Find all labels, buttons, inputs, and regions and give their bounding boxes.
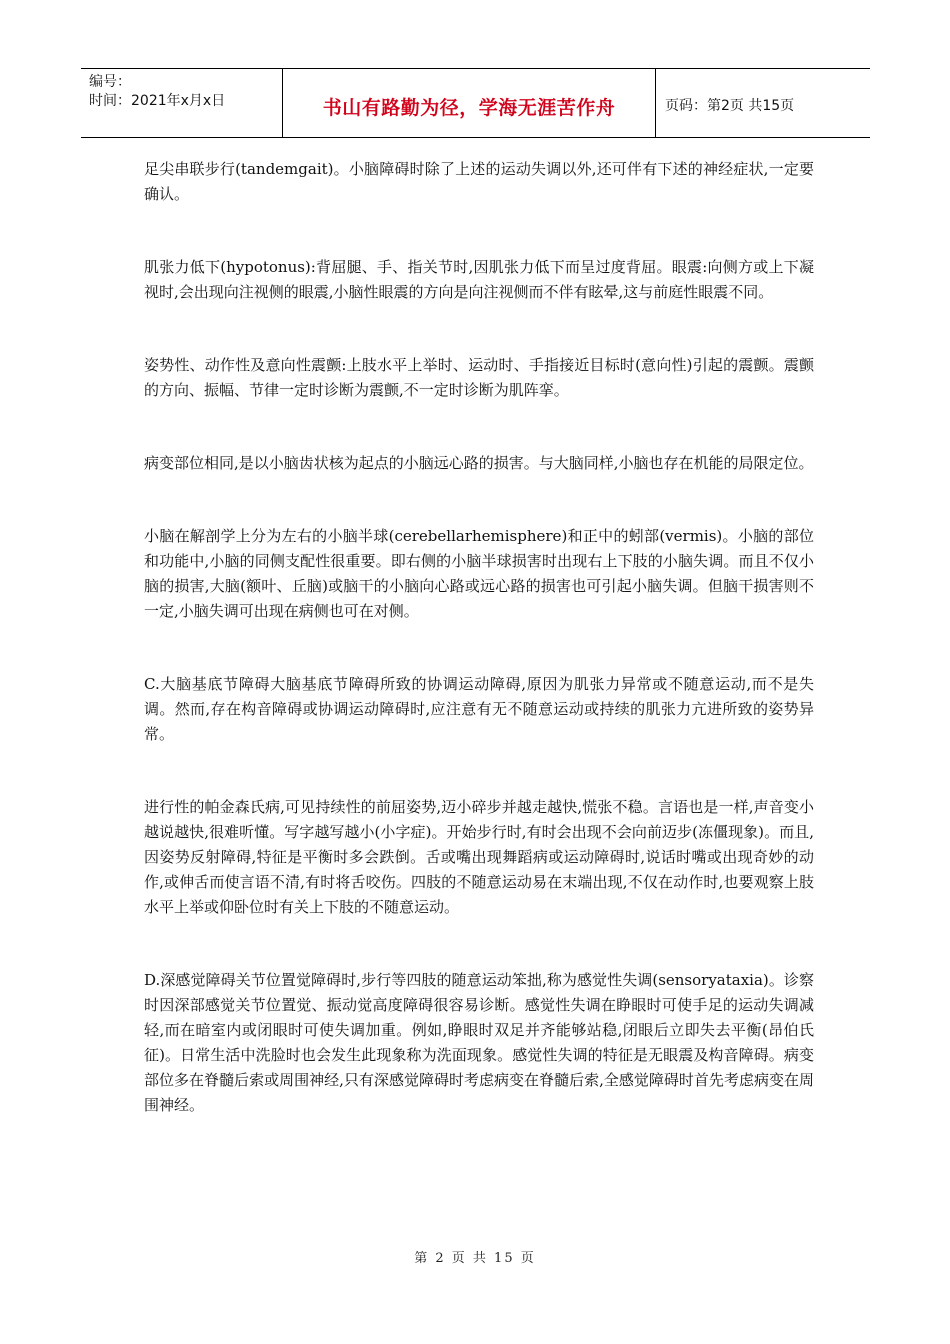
paragraph-sensory-ataxia: D.深感觉障碍关节位置觉障碍时,步行等四肢的随意运动笨拙,称为感觉性失调(sensoryataxia)。诊察时因深部感觉关节位置觉、振动觉高度障碍很容易诊断。感觉性失调在睁眼时可使手足的运动失调减轻,而在暗室内或闭眼时可使失调加重。例如,睁眼时双足并齐能够站稳,闭眼后立即失去平衡(昂伯氏征)。日常生活中洗脸时也会发生此现象称为洗面现象。感觉性失调的特征是无眼震及构音障碍。病变部位多在脊髓后索或周围神经,只有深感觉障碍时考虑病变在脊髓后索,全感觉障碍时首先考虑病变在周围神经。 [144,971,814,1114]
paragraph-tandem-gait: 足尖串联步行(tandemgait)。小脑障碍时除了上述的运动失调以外,还可伴有下述的神经症状,一定要确认。 [144,160,814,203]
paragraph-parkinson: 进行性的帕金森氏病,可见持续性的前屈姿势,迈小碎步并越走越快,慌张不稳。言语也是一样,声音变小越说越快,很难听懂。写字越写越小(小字症)。开始步行时,有时会出现不会向前迈步(冻僵现象)。而且,因姿势反射障碍,特征是平衡时多会跌倒。舌或嘴出现舞蹈病或运动障碍时,说话时嘴或出现奇妙的动作,或伸舌而使言语不清,有时将舌咬伤。四肢的不随意运动易在末端出现,不仅在动作时,也要观察上肢水平上举或仰卧位时有关上下肢的不随意运动。 [144,798,814,916]
page-footer: 第 2 页 共 15 页 [414,1251,536,1266]
paragraph-cerebellum-anatomy: 小脑在解剖学上分为左右的小脑半球(cerebellarhemisphere)和正中的蚓部(vermis)。小脑的部位和功能中,小脑的同侧支配性很重要。即右侧的小脑半球损害时出现右上下肢的小脑失调。而且不仅小脑的损害,大脑(额叶、丘脑)或脑干的小脑向心路或远心路的损害也可引起小脑失调。但脑干损害则不一定,小脑失调可出现在病侧也可在对侧。 [144,527,814,620]
header-meta [81,69,283,137]
paragraph-tremor: 姿势性、动作性及意向性震颤:上肢水平上举时、运动时、手指接近目标时(意向性)引起的震颤。震颤的方向、振幅、节律一定时诊断为震颤,不一定时诊断为肌阵挛。 [144,356,814,399]
header-motto: 书山有路勤为径，学海无涯苦作舟 [283,69,656,137]
paragraph-basal-ganglia: C.大脑基底节障碍大脑基底节障碍所致的协调运动障碍,原因为肌张力异常或不随意运动,而不是失调。然而,存在构音障碍或协调运动障碍时,应注意有无不随意运动或持续的肌张力亢进所致的姿势异常。 [144,675,814,743]
document-body [144,157,814,1118]
document-date: 时间：2021年x月x日 [89,93,226,109]
page-header [81,68,870,138]
paragraph-hypotonus: 肌张力低下(hypotonus):背屈腿、手、指关节时,因肌张力低下而呈过度背屈。眼震:向侧方或上下凝视时,会出现向注视侧的眼震,小脑性眼震的方向是向注视侧而不伴有眩晕,这与前庭性眼震不同。 [144,258,814,301]
document-number-label: 编号： [89,74,131,90]
header-page-info: 页码：第2页 共15页 [665,98,795,114]
paragraph-lesion-site: 病变部位相同,是以小脑齿状核为起点的小脑远心路的损害。与大脑同样,小脑也存在机能的局限定位。 [144,454,814,472]
